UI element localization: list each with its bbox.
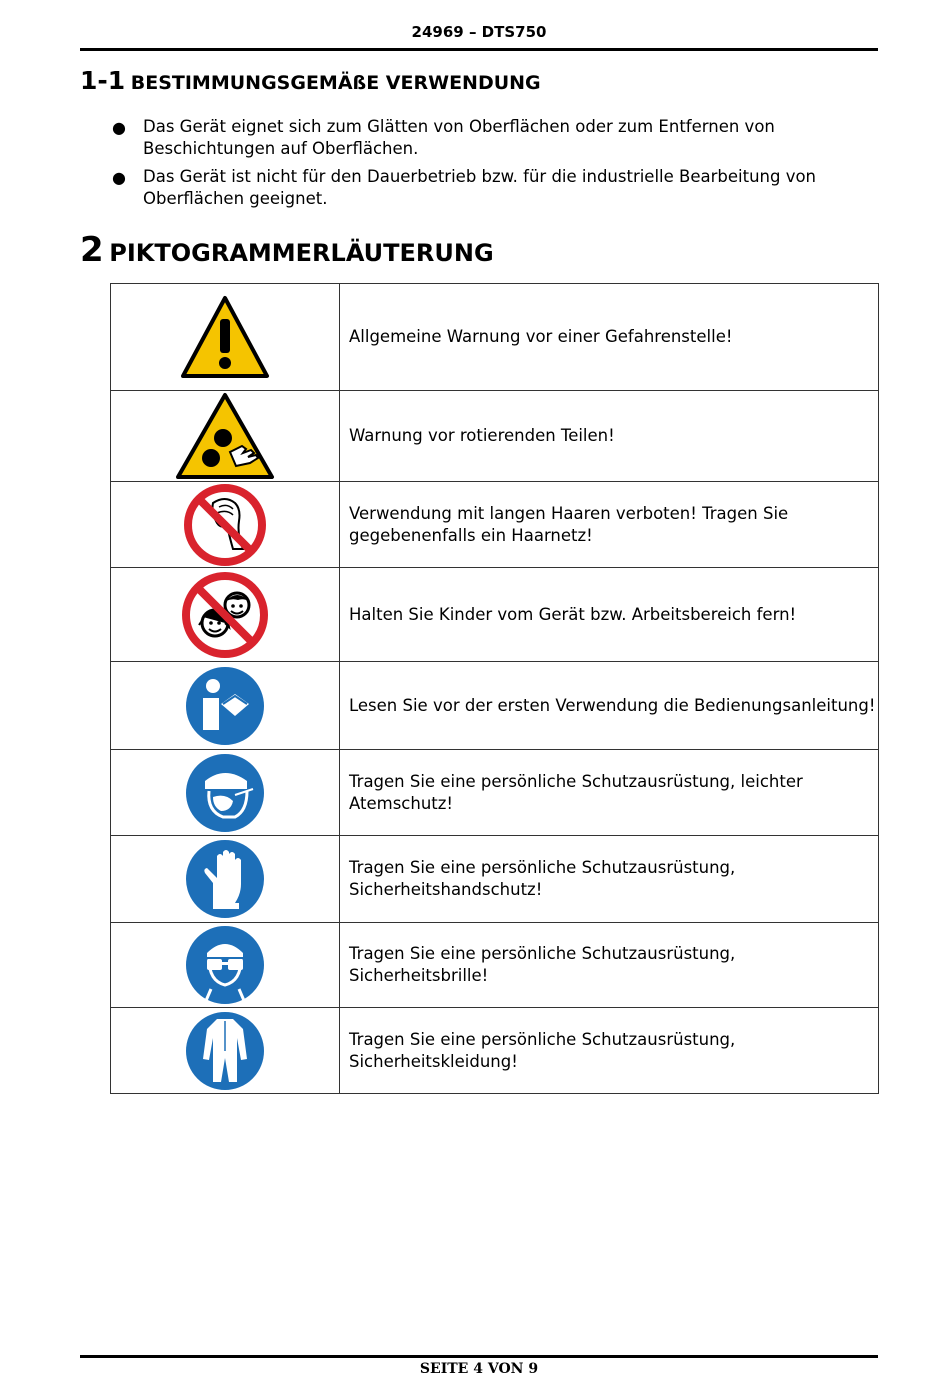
table-row <box>111 662 879 750</box>
protective-clothing-icon <box>183 1009 267 1093</box>
section-title: BESTIMMUNGSGEMÄßE VERWENDUNG <box>130 72 541 94</box>
respiratory-protection-icon <box>183 751 267 835</box>
table-row <box>111 1008 879 1094</box>
section-title: PIKTOGRAMMERLÄUTERUNG <box>109 239 494 267</box>
table-row <box>111 284 879 391</box>
rotating-parts-warning-icon <box>175 392 275 480</box>
page-footer <box>80 1355 878 1380</box>
section-number: 1-1 <box>80 66 126 95</box>
table-row <box>111 836 879 923</box>
list-item: ● Das Gerät eignet sich zum Glätten von Oberflächen oder zum Entfernen von Beschichtungen auf Oberflächen. <box>112 117 775 158</box>
section-number: 2 <box>80 230 104 270</box>
table-row <box>111 923 879 1008</box>
page-header <box>80 20 878 51</box>
usage-bullet-list <box>110 116 880 216</box>
table-row <box>111 482 879 568</box>
page-number: SEITE 4 VON 9 <box>419 1361 539 1377</box>
pictogram-description: Halten Sie Kinder vom Gerät bzw. Arbeitsbereich fern! <box>340 568 879 662</box>
section-heading-1-1 <box>80 66 541 95</box>
no-children-icon <box>181 571 269 659</box>
table-row <box>111 391 879 482</box>
safety-gloves-icon <box>183 837 267 921</box>
read-manual-icon <box>183 664 267 748</box>
list-item: ● Das Gerät ist nicht für den Dauerbetrieb bzw. für die industrielle Bearbeitung von Oberflächen geeignet. <box>112 167 817 208</box>
pictogram-description: Tragen Sie eine persönliche Schutzausrüstung, Sicherheitshandschutz! <box>340 836 879 923</box>
document-title: 24969 – DTS750 <box>411 23 547 41</box>
table-row <box>111 568 879 662</box>
pictogram-description: Tragen Sie eine persönliche Schutzausrüstung, Sicherheitskleidung! <box>340 1008 879 1094</box>
bullet-icon: ● <box>112 168 126 187</box>
no-long-hair-icon <box>183 483 267 567</box>
pictogram-table <box>110 283 879 1094</box>
bullet-icon: ● <box>112 118 126 137</box>
section-heading-2 <box>80 230 494 270</box>
pictogram-description: Tragen Sie eine persönliche Schutzausrüstung, leichter Atemschutz! <box>340 750 879 836</box>
pictogram-description: Tragen Sie eine persönliche Schutzausrüstung, Sicherheitsbrille! <box>340 923 879 1008</box>
general-warning-icon <box>180 295 270 379</box>
pictogram-description: Allgemeine Warnung vor einer Gefahrenstelle! <box>340 284 879 391</box>
table-row <box>111 750 879 836</box>
pictogram-description: Lesen Sie vor der ersten Verwendung die Bedienungsanleitung! <box>340 662 879 750</box>
safety-goggles-icon <box>183 923 267 1007</box>
pictogram-description: Verwendung mit langen Haaren verboten! Tragen Sie gegebenenfalls ein Haarnetz! <box>340 482 879 568</box>
pictogram-description: Warnung vor rotierenden Teilen! <box>340 391 879 482</box>
